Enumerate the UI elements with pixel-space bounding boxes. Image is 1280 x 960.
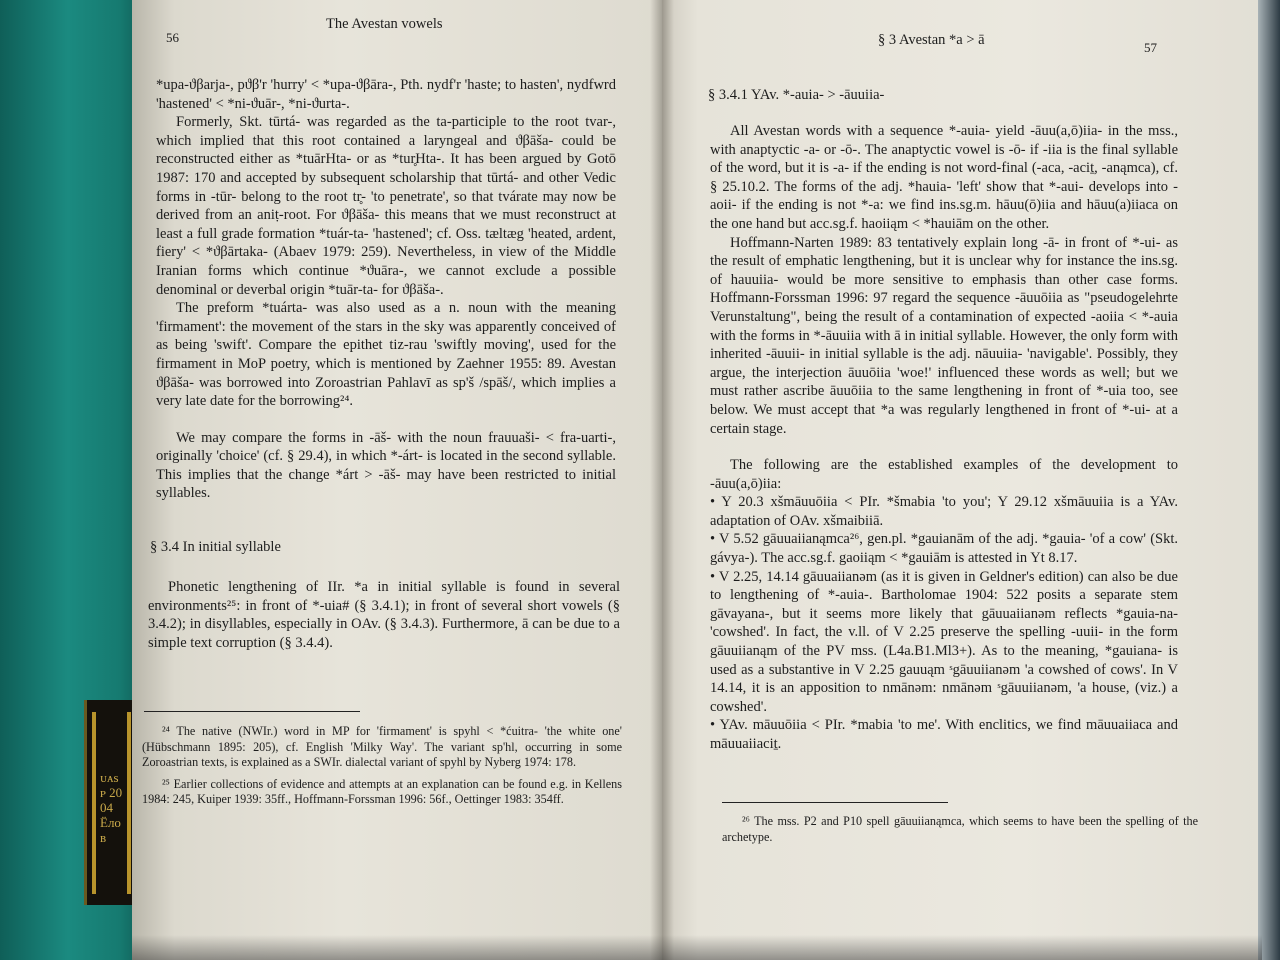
list-item: • V 5.52 gāuuaiianąmca²⁶, gen.pl. *gauianām of the adj. *gauia- 'of a cow' (Skt. gávya-). The acc.sg.f. gaoiiąm < *gauiām is attested in Yt 8.17.	[710, 531, 1178, 567]
list-item: • YAv. māuuōiia < PIr. *mabia 'to me'. With enclitics, we find māuuaiiaca and māuuaiiaciṯ.	[710, 717, 1178, 752]
bottom-shadow	[132, 935, 1262, 960]
paragraph: Phonetic lengthening of IIr. *a in initial syllable is found in several environments²⁵: in front of *-uia# (§ 3.4.1); in front of several short vowels (§ 3.4.2); in disyllables, especially in OAv. (§ 3.4.3). Furthermore, ā can be due to a simple text corruption (§ 3.4.4).	[148, 579, 620, 651]
section-title: YAv. *-auia- > -āuuiia-	[750, 87, 885, 103]
right-page-number: 57	[1144, 40, 1157, 55]
list-item: • V 2.25, 14.14 gāuuaiianəm (as it is given in Geldner's edition) can also be due to lengthening of *-auia-. Bartholomae 1904: 522 posits a separate stem gāvayana-, but it seems more likely that gāuuaiianəm reflects *gauia-na- 'cowshed'. In fact, the v.ll. of V 2.25 preserve the spelling -uuii- in the form gāuuiianąm of the PV mss. (L4a.B1.Ml3+). As to the meaning, *gauiana- is used as a substantive in V 2.25 gauuąm ˢgāuuiianəm 'a cowshed of cows'. In V 14.14, it is an apposition to nmānəm: nmānəm ˢgāuuiianəm, 'a house, (viz.) a cowshed'.	[710, 568, 1178, 715]
section-heading	[150, 538, 610, 557]
section-title: In initial syllable	[182, 539, 281, 555]
paragraph: We may compare the forms in -āš- with the noun frauuaši- < fra-uarti-, originally 'choice' (cf. § 29.4), in which *-árt- is located in the second syllable. This implies that the change *árt > -āš- may have been restricted to initial syllables.	[156, 429, 616, 502]
right-running-head: § 3 Avestan *a > ā	[878, 32, 985, 48]
paragraph: All Avestan words with a sequence *-auia- yield -āuu(a,ō)iia- in the mss., with anaptyctic -a- or -ō-. The anaptyctic vowel is -ō- if -iia is the final syllable of the word, but it is -a- if the ending is not word-final (-aca, -aciṯ, -anąmca), cf. § 25.10.2. The forms of the adj. *hauia- 'left' show that *-aui- develops into -aoii- if the ending is not *-a: we find ins.sg.m. hāuu(ō)iia and hāuu(a)iiaca on the one hand but acc.sg.f. haoiiąm < *hauiām on the other.	[710, 123, 1178, 232]
left-section-text	[148, 578, 620, 652]
left-footnotes	[142, 724, 622, 808]
right-footnote	[722, 814, 1198, 845]
list-item: • Y 20.3 xšmāuuōiia < PIr. *šmabia 'to you'; Y 29.12 xšmāuuiia is a YAv. adaptation of OAv. xšmaibiiā.	[710, 494, 1178, 529]
spine-text: ᴜᴀsᴘ 2004 Ёлов	[100, 770, 123, 845]
page-gutter	[650, 0, 674, 960]
paragraph: Hoffmann-Narten 1989: 83 tentatively explain long -ā- in front of *-ui- as the result of emphatic lengthening, but it is unclear why for instance the ins.sg. of hauuiia- would be more sensitive to emphasis than other case forms. Hoffmann-Forssman 1996: 97 regard the sequence -āuuōiia as "pseudogelehrte Verunstaltung", being the result of a contamination of expected -aoiia < *-auia with the forms in *-āuuiia with ā in initial syllable. However, the only form with inherited -āuuii- in initial syllable is the adj. nāuuiia- 'navigable'. Possibly, they argue, the interjection āuuōiia 'woe!' influenced these words as well; but we must rather ascribe āuuōiia to the same lengthening in front of *-uia too, see below. We must accept that *a was regularly lengthened in front of *-ui- at a certain stage.	[710, 234, 1178, 437]
paragraph: *upa-ϑβarja-, pϑβ'r 'hurry' < *upa-ϑβāra-, Pth. nydf'r 'haste; to hasten', nydfwrd 'hastened' < *ni-ϑuār-, *ni-ϑurta-.	[156, 77, 616, 112]
left-running-head: The Avestan vowels	[326, 16, 443, 32]
footnote-rule	[722, 802, 948, 803]
spine-stripe	[92, 712, 96, 894]
right-body-text	[710, 122, 1178, 754]
subsection-heading	[708, 86, 1168, 105]
section-number: § 3.4.1	[708, 87, 748, 103]
background-edge	[1258, 0, 1280, 960]
footnote: ²⁴ The native (NWIr.) word in MP for 'firmament' is spyhl < *ćuitra- 'the white one' (Hübschmann 1895: 205), cf. English 'Milky Way'. The variant sp'hl, occurring in some Zoroastrian texts, is explained as a SWIr. dialectal variant of spyhl by Nyberg 1974: 178.	[142, 724, 622, 770]
left-body-text	[156, 76, 616, 503]
spine-stripe	[127, 712, 131, 894]
paragraph: The preform *tuárta- was also used as a n. noun with the meaning 'firmament': the movement of the stars in the sky was apparently conceived of as being 'swift'. Compare the epithet tiz-rau 'swiftly moving', used for the firmament in MoP poetry, which is mentioned by Zaehner 1955: 89. Avestan ϑβāša- was borrowed into Zoroastrian Pahlavī as sp'š /spāš/, which implies a very late date for the borrowing²⁴.	[156, 300, 616, 410]
footnote: ²⁵ Earlier collections of evidence and attempts at an explanation can be found e.g. in Kellens 1984: 245, Kuiper 1939: 35ff., Hoffmann-Forssman 1996: 56f., Oettinger 1983: 354ff.	[142, 776, 622, 807]
paragraph: Formerly, Skt. tūrtá- was regarded as the ta-participle to the root tvar-, which implied that this root contained a laryngeal and ϑβāša- could be reconstructed either as *tuārHta- or as *tur̥Hta-. It has been argued by Gotō 1987: 170 and accepted by subsequent scholarship that tūrtá- and other Vedic forms in -tūr- belong to the root tr̥- 'to penetrate', so that tvárate may now be derived from an aniṭ-root. For ϑβāša- this means that we must reconstruct at least a full grade formation *tuár-ta- 'hastened'; cf. Oss. tæltæg 'heated, ardent, fiery' < *ϑβārtaka- (Abaev 1979: 259). Nevertheless, in view of the Middle Iranian forms which continue *ϑuāra-, we cannot exclude a possible denominal or deverbal origin *tuār-ta- for ϑβāša-.	[156, 114, 616, 298]
section-number: § 3.4	[150, 539, 179, 555]
footnote-rule	[144, 711, 360, 712]
left-page-number: 56	[166, 30, 179, 45]
paragraph: The following are the established examples of the development to -āuu(a,ō)iia:	[710, 457, 1178, 492]
footnote: ²⁶ The mss. P2 and P10 spell gāuuiianąmca, which seems to have been the spelling of the archetype.	[722, 814, 1198, 844]
